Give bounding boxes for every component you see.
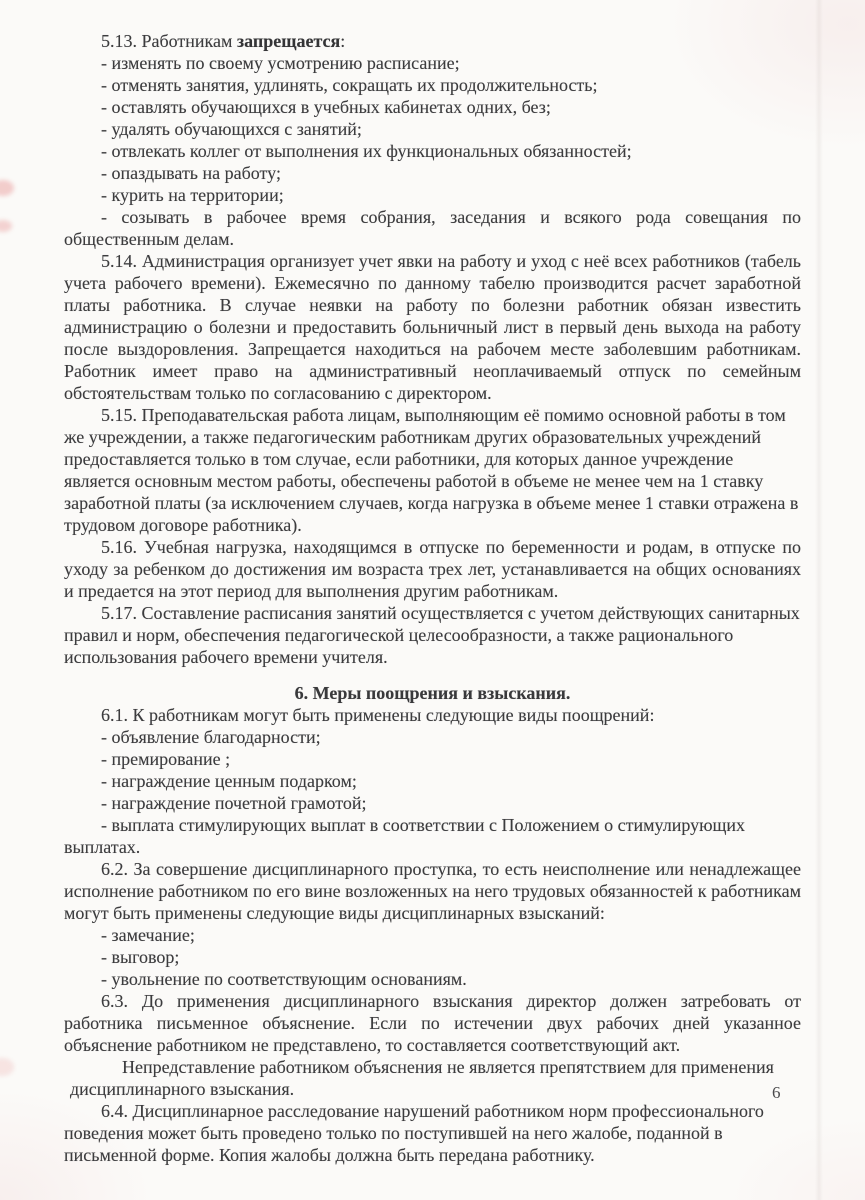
clause-5-13-item: - курить на территории;	[101, 185, 284, 205]
clause-6-2-intro: 6.2. За совершение дисциплинарного проступка, то есть неисполнение или ненадлежащее исполнение работником по его вине возложенных на него трудовых обязанностей к работникам могут быть применены следующие виды дисциплинарных взысканий:	[64, 859, 801, 923]
clause-6-2-item: - увольнение по соответствующим основаниям.	[101, 969, 467, 989]
clause-5-13-bold-term: запрещается	[236, 31, 341, 51]
clause-6-4: 6.4. Дисциплинарное расследование нарушений работником норм профессионального поведения может быть проведено только по поступившей на него жалобе, поданной в письменной форме. Копия жалобы должна быть передана работнику.	[64, 1101, 764, 1165]
clause-6-3: 6.3. До применения дисциплинарного взыскания директор должен затребовать от работника письменное объяснение. Если по истечении двух рабочих дней указанное объяснение работником не представлено, то составляется соответствующий акт.	[64, 991, 801, 1055]
clause-5-13-item: - отвлекать коллег от выполнения их функциональных обязанностей;	[101, 141, 632, 161]
clause-6-1-last-item: - выплата стимулирующих выплат в соответствии с Положением о стимулирующих выплатах.	[64, 815, 746, 857]
clause-5-13-heading	[64, 30, 801, 52]
clause-5-13-item: - удалять обучающихся с занятий;	[101, 119, 362, 139]
clause-6-1-item: - награждение ценным подарком;	[101, 771, 357, 791]
section-6-heading: 6. Меры поощрения и взыскания.	[294, 683, 571, 703]
clause-5-13-item: - отменять занятия, удлинять, сокращать их продолжительность;	[101, 75, 598, 95]
clause-6-1-item: - награждение почетной грамотой;	[101, 793, 367, 813]
clause-5-13-prefix: 5.13. Работникам	[101, 31, 237, 51]
clause-6-1-intro: 6.1. К работникам могут быть применены следующие виды поощрений:	[101, 705, 655, 725]
clause-6-1-item: - объявление благодарности;	[101, 727, 321, 747]
document-body	[64, 30, 801, 1166]
clause-5-17: 5.17. Составление расписания занятий осуществляется с учетом действующих санитарных правил и норм, обеспечения педагогической целесообразности, а также рационального использования рабочего времени учителя.	[64, 603, 800, 667]
scan-fold-streak	[815, 0, 823, 1200]
clause-5-13-last-item: - созывать в рабочее время собрания, заседания и всякого рода совещания по общественным делам.	[64, 207, 801, 249]
clause-6-3-addendum: Непредставление работником объяснения не является препятствием для применения дисциплинарного взыскания.	[70, 1057, 774, 1099]
clause-5-13-item: - опаздывать на работу;	[101, 163, 281, 183]
scan-artifact-speck	[0, 1058, 14, 1076]
clause-5-16: 5.16. Учебная нагрузка, находящимся в отпуске по беременности и родам, в отпуске по уходу за ребенком до достижения им возраста трех лет, устанавливается на общих основаниях и предается на этот период для выполнения другим работникам.	[64, 537, 801, 601]
clause-5-13-item: - изменять по своему усмотрению расписание;	[101, 53, 460, 73]
page-number: 6	[772, 1083, 781, 1102]
clause-5-13-colon: :	[340, 31, 346, 51]
clause-5-14: 5.14. Администрация организует учет явки на работу и уход с неё всех работников (табель учета рабочего времени). Ежемесячно по данному табелю производится расчет заработной платы работника. В случае неявки на работу по болезни работник обязан известить администрацию о болезни и предоставить больничный лист в первый день выхода на работу после выздоровления. Запрещается находиться на рабочем месте заболевшим работникам. Работник имеет право на административный неоплачиваемый отпуск по семейным обстоятельствам только по согласованию с директором.	[64, 251, 801, 403]
clause-5-13-item: - оставлять обучающихся в учебных кабинетах одних, без;	[101, 97, 551, 117]
clause-6-1-item: - премирование ;	[101, 749, 231, 769]
clause-6-2-item: - замечание;	[101, 925, 195, 945]
scan-artifact-speck	[0, 180, 14, 196]
clause-5-15: 5.15. Преподавательская работа лицам, выполняющим её помимо основной работы в том же учреждении, а также педагогическим работникам других образовательных учреждений предоставляется только в том случае, если работники, для которых данное учреждение является основным местом работы, обеспечены работой в объеме не менее чем на 1 ставку заработной платы (за исключением случаев, когда нагрузка в объеме менее 1 ставки отражена в трудовом договоре работника).	[64, 405, 799, 535]
clause-6-2-item: - выговор;	[101, 947, 180, 967]
scan-artifact-speck	[0, 220, 12, 232]
